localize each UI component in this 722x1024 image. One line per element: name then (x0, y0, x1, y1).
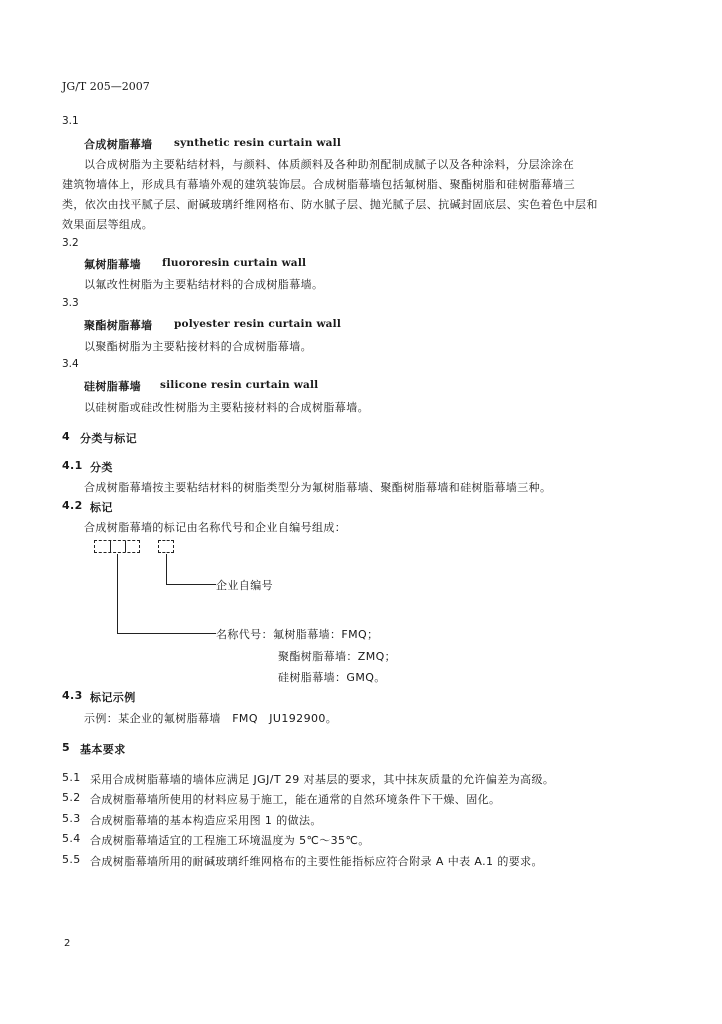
name-code-leader-horizontal (117, 633, 216, 634)
section-3-1-line-3: 类，依次由找平腻子层、耐碱玻璃纤维网格布、防水腻子层、抛光腻子层、抗碱封固底层、实色着色中层和 (62, 198, 598, 211)
section-5-3-text: 合成树脂幕墙的基本构造应采用图 1 的做法。 (90, 814, 322, 827)
section-5-5-number: 5.5 (62, 853, 81, 866)
section-4-3-text: 示例：某企业的氟树脂幕墙 FMQ JU192900。 (84, 712, 338, 725)
section-4-number: 4 (62, 430, 71, 443)
section-5-3-number: 5.3 (62, 812, 81, 825)
section-3-2-term-en: fluororesin curtain wall (162, 257, 307, 269)
section-5-4-text: 合成树脂幕墙适宜的工程施工环境温度为 5℃～35℃。 (90, 834, 370, 847)
section-5-number: 5 (62, 741, 71, 754)
section-3-3-term-cn: 聚酯树脂幕墙 (84, 319, 153, 332)
section-4-2-number: 4.2 (62, 499, 83, 512)
section-3-2-number: 3.2 (62, 237, 79, 249)
section-5-2-number: 5.2 (62, 791, 81, 804)
section-3-1-line-2: 建筑物墙体上，形成具有幕墙外观的建筑装饰层。合成树脂幕墙包括氟树脂、聚酯树脂和硅树脂幕墙三 (62, 178, 575, 191)
section-4-3-title: 标记示例 (90, 691, 136, 704)
name-code-label-zmq: 聚酯树脂幕墙：ZMQ； (278, 650, 397, 663)
section-5-5-text: 合成树脂幕墙所用的耐碱玻璃纤维网格布的主要性能指标应符合附录 A 中表 A.1 的要求。 (90, 855, 543, 868)
section-3-4-text: 以硅树脂或硅改性树脂为主要粘接材料的合成树脂幕墙。 (84, 401, 369, 414)
section-4-2-title: 标记 (90, 501, 113, 514)
document-header: JG/T 205—2007 (62, 80, 150, 93)
company-code-leader-vertical (166, 554, 167, 584)
section-3-3-number: 3.3 (62, 297, 79, 309)
section-3-4-term-en: silicone resin curtain wall (160, 379, 319, 391)
page-number: 2 (64, 938, 71, 949)
name-code-leader-vertical (117, 554, 118, 633)
name-code-box-divider (110, 541, 111, 552)
name-code-label: 名称代号：氟树脂幕墙：FMQ； (216, 628, 379, 641)
section-4-1-title: 分类 (90, 461, 113, 474)
company-code-label: 企业自编号 (216, 579, 273, 592)
section-5-1-number: 5.1 (62, 771, 81, 784)
section-4-1-text: 合成树脂幕墙按主要粘结材料的树脂类型分为氟树脂幕墙、聚酯树脂幕墙和硅树脂幕墙三种。 (84, 481, 552, 494)
name-code-box (94, 540, 140, 553)
section-5-1-text: 采用合成树脂幕墙的墙体应满足 JGJ/T 29 对基层的要求，其中抹灰质量的允许偏差为高级。 (90, 773, 555, 786)
section-5-4-number: 5.4 (62, 832, 81, 845)
name-code-label-gmq: 硅树脂幕墙：GMQ。 (278, 671, 386, 684)
section-4-title: 分类与标记 (80, 432, 137, 445)
section-3-3-text: 以聚酯树脂为主要粘接材料的合成树脂幕墙。 (84, 340, 312, 353)
section-4-1-number: 4.1 (62, 459, 83, 472)
name-code-box-divider (125, 541, 126, 552)
section-3-4-term-cn: 硅树脂幕墙 (84, 380, 141, 393)
section-5-title: 基本要求 (80, 743, 126, 756)
section-3-1-line-1: 以合成树脂为主要粘结材料，与颜料、体质颜料及各种助剂配制成腻子以及各种涂料，分层涂涂在 (84, 158, 575, 171)
section-3-4-number: 3.4 (62, 358, 79, 370)
section-3-2-text: 以氟改性树脂为主要粘结材料的合成树脂幕墙。 (84, 278, 324, 291)
section-3-3-term-en: polyester resin curtain wall (174, 318, 342, 330)
section-4-3-number: 4.3 (62, 689, 83, 702)
company-code-leader-horizontal (166, 584, 216, 585)
section-4-2-text: 合成树脂幕墙的标记由名称代号和企业自编号组成： (84, 521, 347, 534)
section-5-2-text: 合成树脂幕墙所使用的材料应易于施工，能在通常的自然环境条件下干燥、固化。 (90, 793, 501, 806)
section-3-1-term-cn: 合成树脂幕墙 (84, 138, 153, 151)
section-3-1-number: 3.1 (62, 115, 79, 127)
company-code-box (158, 540, 174, 553)
section-3-2-term-cn: 氟树脂幕墙 (84, 258, 141, 271)
section-3-1-term-en: synthetic resin curtain wall (174, 137, 342, 149)
section-3-1-line-4: 效果面层等组成。 (62, 218, 154, 231)
